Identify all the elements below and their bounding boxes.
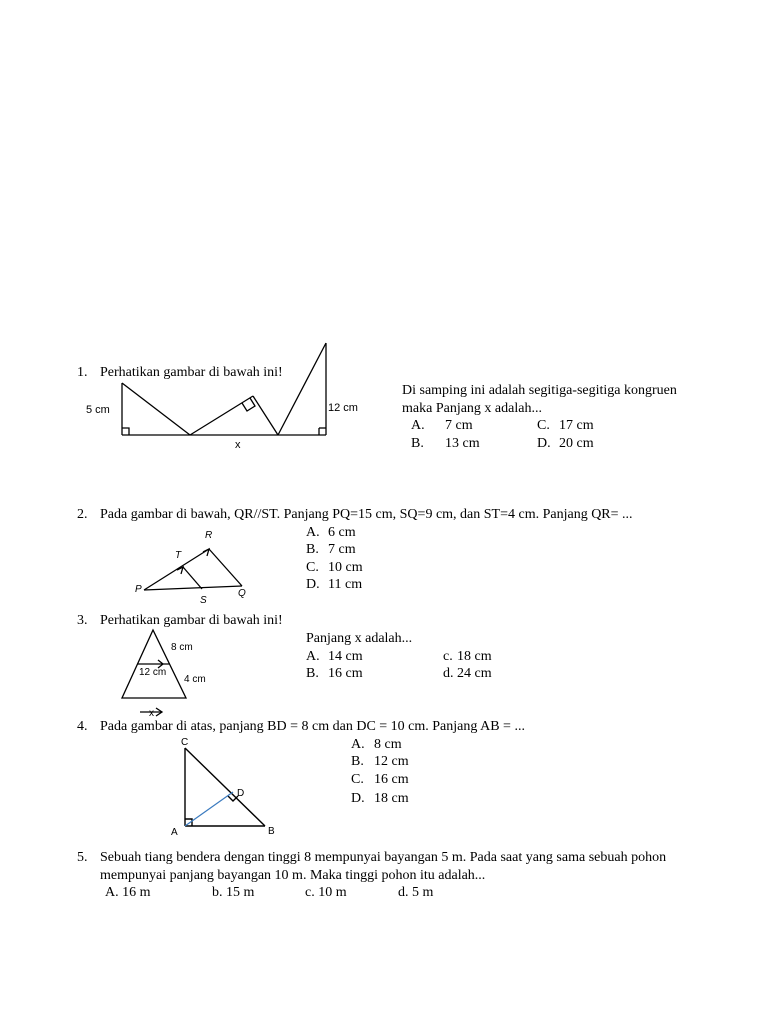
option-text: 7 cm <box>328 542 356 557</box>
question-text-line2: mempunyai panjang bayangan 10 m. Maka tinggi pohon itu adalah... <box>100 868 486 883</box>
option-text: 20 cm <box>559 436 594 451</box>
label-12cm: 12 cm <box>328 402 358 414</box>
option-letter: d. <box>443 666 454 681</box>
option-text: 13 cm <box>445 436 480 451</box>
option-letter: A. <box>306 649 320 664</box>
label-8cm: 8 cm <box>171 642 193 653</box>
question-number: 4. <box>77 719 88 734</box>
option-text: 17 cm <box>559 418 594 433</box>
option-letter: D. <box>351 791 365 806</box>
altitude-line <box>185 792 233 826</box>
question-number: 2. <box>77 507 88 522</box>
option-letter: B. <box>351 754 364 769</box>
option-text: 12 cm <box>374 754 409 769</box>
label-T: T <box>175 550 182 561</box>
label-B: B <box>268 826 275 837</box>
option-text: 8 cm <box>374 737 402 752</box>
side-text-line1: Di samping ini adalah segitiga-segitiga kongruen <box>402 383 677 398</box>
label-D: D <box>237 788 245 799</box>
right-triangle-altitude-figure <box>165 736 285 838</box>
label-12cm: 12 cm <box>139 667 167 678</box>
option-letter: A. <box>411 418 425 433</box>
option-text: 6 cm <box>328 525 356 540</box>
question-text: Perhatikan gambar di bawah ini! <box>100 613 283 628</box>
option-text: 24 cm <box>457 666 492 681</box>
option-text: 18 cm <box>457 649 492 664</box>
option-text: 14 cm <box>328 649 363 664</box>
option-text: 16 cm <box>328 666 363 681</box>
label-5cm: 5 cm <box>86 404 110 416</box>
label-S: S <box>200 595 207 606</box>
label-R: R <box>205 530 213 541</box>
option-letter: A. <box>306 525 320 540</box>
question-text: Pada gambar di bawah, QR//ST. Panjang PQ=15 cm, SQ=9 cm, dan ST=4 cm. Panjang QR= ... <box>100 507 633 522</box>
option-c[interactable]: c. 10 m <box>305 885 347 900</box>
option-letter: c. <box>443 649 453 664</box>
option-d[interactable]: d. 5 m <box>398 885 434 900</box>
option-letter: B. <box>306 542 319 557</box>
question-number: 1. <box>77 365 88 380</box>
parallel-lines-triangle-figure <box>130 524 260 608</box>
side-text-line2: maka Panjang x adalah... <box>402 401 542 416</box>
congruent-triangles-figure <box>80 338 380 458</box>
label-x: x <box>235 439 241 451</box>
label-C: C <box>181 737 189 748</box>
option-letter: C. <box>351 772 364 787</box>
option-letter: D. <box>306 577 320 592</box>
option-letter: C. <box>537 418 550 433</box>
question-number: 3. <box>77 613 88 628</box>
option-text: 11 cm <box>328 577 363 592</box>
option-text: 7 cm <box>445 418 473 433</box>
option-a[interactable]: A. 16 m <box>105 885 151 900</box>
question-text: Pada gambar di atas, panjang BD = 8 cm dan DC = 10 cm. Panjang AB = ... <box>100 719 525 734</box>
option-text: 18 cm <box>374 791 409 806</box>
question-prompt: Panjang x adalah... <box>306 631 413 646</box>
question-number: 5. <box>77 850 88 865</box>
option-letter: A. <box>351 737 365 752</box>
option-letter: B. <box>306 666 319 681</box>
option-text: 16 cm <box>374 772 409 787</box>
option-letter: B. <box>411 436 424 451</box>
question-text: Perhatikan gambar di bawah ini! <box>100 365 283 380</box>
label-Q: Q <box>238 588 246 599</box>
label-4cm: 4 cm <box>184 674 206 685</box>
label-P: P <box>135 584 142 595</box>
triangle-lines <box>122 343 326 435</box>
option-letter: D. <box>537 436 551 451</box>
similar-triangle-figure <box>110 628 220 720</box>
question-text-line1: Sebuah tiang bendera dengan tinggi 8 mempunyai bayangan 5 m. Pada saat yang sama sebuah pohon <box>100 850 667 865</box>
option-letter: C. <box>306 560 319 575</box>
label-A: A <box>171 827 178 838</box>
option-text: 10 cm <box>328 560 363 575</box>
label-x: x <box>149 708 154 719</box>
option-b[interactable]: b. 15 m <box>212 885 255 900</box>
